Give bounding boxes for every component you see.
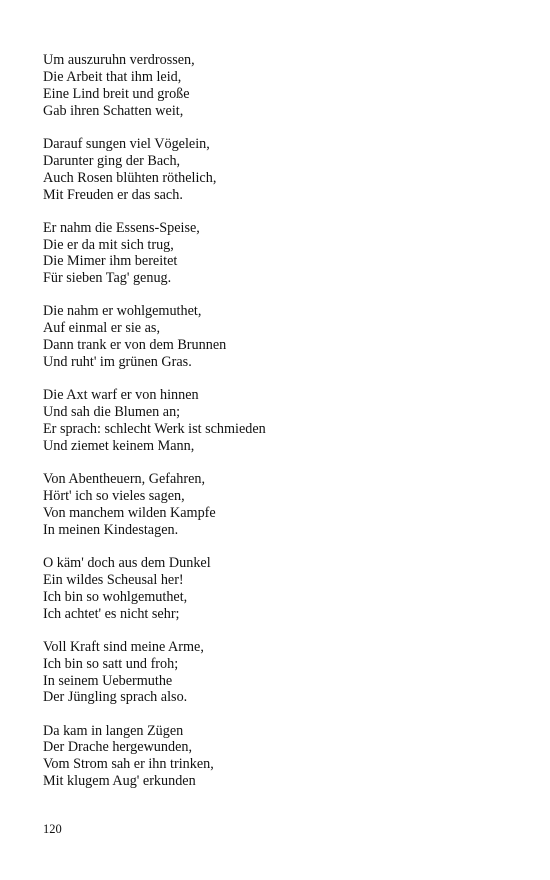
verse-line: Mit klugem Aug' erkunden <box>43 773 196 790</box>
verse-line: Die Axt warf er von hinnen <box>43 387 199 404</box>
verse-line: Die nahm er wohlgemuthet, <box>43 303 202 320</box>
stanza-1 <box>43 52 523 120</box>
verse-line: Darunter ging der Bach, <box>43 152 181 169</box>
stanza-2 <box>43 136 523 204</box>
verse-line: Ein wildes Scheusal her! <box>43 571 184 588</box>
verse-line: Für sieben Tag' genug. <box>43 270 172 287</box>
verse-line: Dann trank er von dem Brunnen <box>43 337 227 354</box>
verse-line: Der Drache hergewunden, <box>43 739 193 756</box>
stanza-4 <box>43 303 523 371</box>
verse-line: Auf einmal er sie as, <box>43 320 161 337</box>
verse-line: Und sah die Blumen an; <box>43 404 181 421</box>
verse-line: Ich bin so satt und froh; <box>43 655 179 672</box>
verse-line: Von manchem wilden Kampfe <box>43 504 216 521</box>
verse-line: Ich bin so wohlgemuthet, <box>43 588 188 605</box>
verse-line: In meinen Kindestagen. <box>43 521 179 538</box>
stanza-8 <box>43 639 523 707</box>
verse-line: Voll Kraft sind meine Arme, <box>43 638 204 655</box>
verse-line: Er sprach: schlecht Werk ist schmieden <box>43 421 266 438</box>
verse-line: Und ziemet keinem Mann, <box>43 437 195 454</box>
poem-text <box>43 52 523 806</box>
stanza-9 <box>43 723 523 791</box>
verse-line: O käm' doch aus dem Dunkel <box>43 554 211 571</box>
verse-line: Ich achtet' es nicht sehr; <box>43 605 180 622</box>
verse-line: Er nahm die Essens-Speise, <box>43 219 200 236</box>
verse-line: Vom Strom sah er ihn trinken, <box>43 756 214 773</box>
verse-line: Der Jüngling sprach also. <box>43 689 188 706</box>
verse-line: Auch Rosen blühten röthelich, <box>43 169 217 186</box>
verse-line: Die Arbeit that ihm leid, <box>43 68 182 85</box>
verse-line: Von Abentheuern, Gefahren, <box>43 471 206 488</box>
stanza-6 <box>43 471 523 539</box>
verse-line: Eine Lind breit und große <box>43 85 190 102</box>
verse-line: In seinem Uebermuthe <box>43 672 173 689</box>
verse-line: Gab ihren Schatten weit, <box>43 102 184 119</box>
page-number: 120 <box>43 822 62 836</box>
stanza-5 <box>43 387 523 455</box>
verse-line: Da kam in langen Zügen <box>43 722 184 739</box>
verse-line: Um auszuruhn verdrossen, <box>43 52 195 68</box>
verse-line: Mit Freuden er das sach. <box>43 186 183 203</box>
verse-line: Darauf sungen viel Vögelein, <box>43 135 210 152</box>
verse-line: Die er da mit sich trug, <box>43 236 174 253</box>
verse-line: Hört' ich so vieles sagen, <box>43 487 185 504</box>
verse-line: Und ruht' im grünen Gras. <box>43 354 192 371</box>
stanza-3 <box>43 220 523 288</box>
verse-line: Die Mimer ihm bereitet <box>43 253 178 270</box>
stanza-7 <box>43 555 523 623</box>
